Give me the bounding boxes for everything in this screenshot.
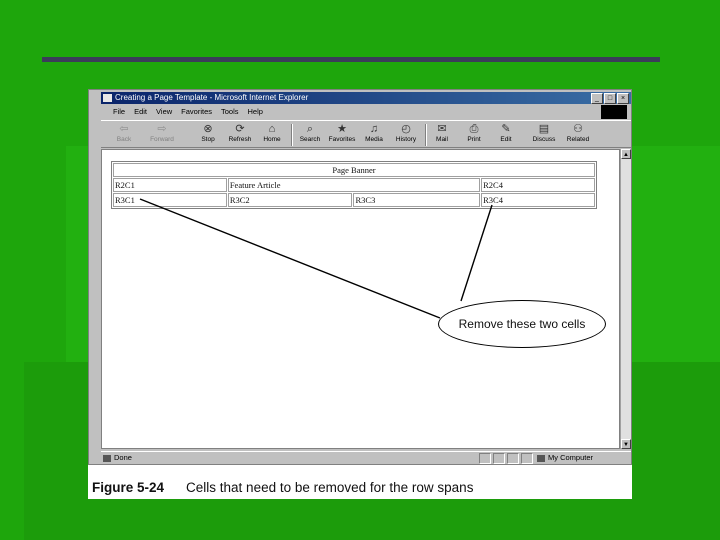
status-pane	[507, 453, 519, 464]
favorites-icon: ★	[337, 123, 347, 135]
menu-file[interactable]: File	[113, 107, 126, 116]
back-button[interactable]: ⇦ Back	[109, 122, 139, 148]
menu-edit[interactable]: Edit	[134, 107, 148, 116]
menu-help[interactable]: Help	[247, 107, 263, 116]
history-icon: ◴	[401, 123, 411, 135]
scroll-up-icon[interactable]: ▲	[621, 149, 631, 159]
home-button[interactable]: ⌂ Home	[257, 122, 287, 148]
media-button[interactable]: ♫ Media	[359, 122, 389, 148]
caption-text: Cells that need to be removed for the row spans	[186, 480, 474, 495]
close-icon[interactable]: ×	[617, 93, 629, 104]
table-cell: R2C1	[113, 178, 227, 192]
related-icon: ⚇	[573, 123, 583, 135]
discuss-button[interactable]: ▤ Discuss	[529, 122, 559, 148]
table-cell: R3C1	[113, 193, 227, 207]
feature-article-cell: Feature Article	[228, 178, 480, 192]
status-pane	[521, 453, 533, 464]
back-arrow-icon: ⇦	[119, 123, 129, 135]
table-cell: R2C4	[481, 178, 595, 192]
status-panes	[479, 453, 533, 464]
status-text: Done	[103, 452, 132, 464]
table-cell: R3C3	[353, 193, 480, 207]
menu-favorites[interactable]: Favorites	[181, 107, 212, 116]
status-pane	[493, 453, 505, 464]
menu-tools[interactable]: Tools	[221, 107, 239, 116]
edit-button[interactable]: ✎ Edit	[491, 122, 521, 148]
scroll-down-icon[interactable]: ▼	[621, 439, 631, 449]
stop-button[interactable]: ⊗ Stop	[193, 122, 223, 148]
stop-icon: ⊗	[203, 123, 213, 135]
page-banner-cell: Page Banner	[113, 163, 595, 177]
status-bar	[101, 451, 631, 463]
print-button[interactable]: ⎙ Print	[459, 122, 489, 148]
print-icon: ⎙	[469, 123, 479, 135]
table-cell: R3C4	[481, 193, 595, 207]
status-pane	[479, 453, 491, 464]
window-title: Creating a Page Template - Microsoft Internet Explorer	[115, 93, 309, 102]
figure-caption	[92, 480, 473, 495]
figure-number: Figure 5-24	[92, 480, 165, 495]
history-button[interactable]: ◴ History	[391, 122, 421, 148]
table-cell: R3C2	[228, 193, 353, 207]
minimize-icon[interactable]: _	[591, 93, 603, 104]
mail-button[interactable]: ✉ Mail	[427, 122, 457, 148]
media-icon: ♫	[369, 123, 379, 135]
refresh-icon: ⟳	[235, 123, 245, 135]
discuss-icon: ▤	[538, 123, 550, 135]
favorites-button[interactable]: ★ Favorites	[328, 123, 356, 143]
title-accent-bar	[42, 57, 660, 62]
related-button[interactable]: ⚇ Related	[563, 122, 593, 148]
figure-panel	[88, 89, 632, 499]
refresh-button[interactable]: ⟳ Refresh	[225, 122, 255, 148]
maximize-icon[interactable]: □	[604, 93, 616, 104]
computer-icon	[537, 455, 545, 462]
leader-line-r3c1	[140, 199, 440, 318]
leader-line-r3c4	[461, 205, 492, 301]
page-icon	[103, 455, 111, 462]
menu-view[interactable]: View	[156, 107, 173, 116]
home-icon: ⌂	[268, 123, 276, 135]
search-icon: ⌕	[306, 123, 314, 135]
security-zone: My Computer	[537, 452, 593, 464]
mail-icon: ✉	[437, 123, 447, 135]
callout-ellipse: Remove these two cells	[438, 300, 606, 348]
forward-arrow-icon: ⇨	[157, 123, 167, 135]
edit-icon: ✎	[501, 123, 511, 135]
search-button[interactable]: ⌕ Search	[295, 122, 325, 148]
forward-button[interactable]: ⇨ Forward	[147, 122, 177, 148]
